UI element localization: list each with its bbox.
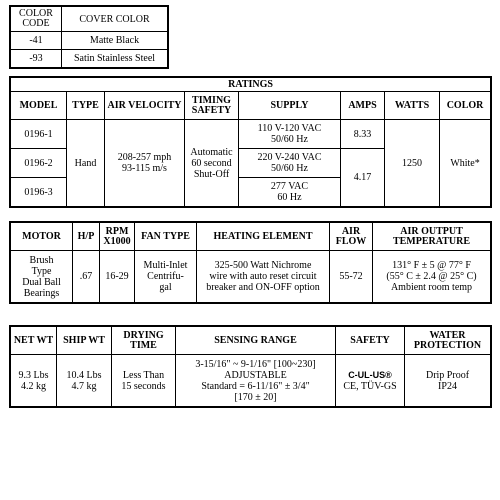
air-velocity-header: AIR VELOCITY (105, 92, 185, 120)
certification-mark: C-UL-US® (348, 369, 392, 380)
type-cell: Hand (67, 120, 105, 207)
ratings-title: RATINGS (11, 78, 491, 92)
supply-cell: 110 V-120 VAC 50/60 Hz (239, 120, 341, 149)
cover-color-table (10, 6, 168, 68)
hp-header: H/P (73, 223, 100, 251)
specs-table (10, 326, 491, 407)
air-output-temperature-header: AIR OUTPUT TEMPERATURE (373, 223, 491, 251)
motor-cell: Brush Type Dual Ball Bearings (11, 251, 73, 303)
model-cell: 0196-3 (11, 178, 67, 207)
model-cell: 0196-1 (11, 120, 67, 149)
supply-cell: 220 V-240 VAC 50/60 Hz (239, 149, 341, 178)
supply-cell: 277 VAC 60 Hz (239, 178, 341, 207)
air-velocity-cell: 208-257 mph 93-115 m/s (105, 120, 185, 207)
net-wt-cell: 9.3 Lbs 4.2 kg (11, 355, 57, 407)
ship-wt-header: SHIP WT (57, 327, 112, 355)
heating-element-header: HEATING ELEMENT (197, 223, 330, 251)
watts-header: WATTS (385, 92, 440, 120)
cover-color-cell: Satin Stainless Steel (62, 50, 168, 68)
ship-wt-cell: 10.4 Lbs 4.7 kg (57, 355, 112, 407)
safety-cell: C-UL-US® CE, TÜV-GS (336, 355, 405, 407)
motor-header: MOTOR (11, 223, 73, 251)
water-protection-cell: Drip Proof IP24 (405, 355, 491, 407)
air-flow-header: AIR FLOW (330, 223, 373, 251)
watts-cell: 1250 (385, 120, 440, 207)
amps-cell: 8.33 (341, 120, 385, 149)
supply-header: SUPPLY (239, 92, 341, 120)
amps-cell: 4.17 (341, 149, 385, 207)
model-cell: 0196-2 (11, 149, 67, 178)
ratings-table (10, 77, 491, 207)
drying-time-header: DRYING TIME (112, 327, 176, 355)
timing-safety-header: TIMING SAFETY (185, 92, 239, 120)
net-wt-header: NET WT (11, 327, 57, 355)
drying-time-cell: Less Than 15 seconds (112, 355, 176, 407)
rpm-header: RPM X1000 (100, 223, 135, 251)
color-cell: White* (440, 120, 491, 207)
motor-table (10, 222, 491, 303)
safety-header: SAFETY (336, 327, 405, 355)
color-code-cell: -93 (11, 50, 62, 68)
fan-type-header: FAN TYPE (135, 223, 197, 251)
air-flow-cell: 55-72 (330, 251, 373, 303)
color-code-header: COLOR CODE (11, 7, 62, 32)
heating-element-cell: 325-500 Watt Nichrome wire with auto reset circuit breaker and ON-OFF option (197, 251, 330, 303)
air-output-temperature-cell: 131° F ± 5 @ 77° F (55° C ± 2.4 @ 25° C) Ambient room temp (373, 251, 491, 303)
water-protection-header: WATER PROTECTION (405, 327, 491, 355)
timing-safety-cell: Automatic 60 second Shut-Off (185, 120, 239, 207)
model-header: MODEL (11, 92, 67, 120)
sensing-range-header: SENSING RANGE (176, 327, 336, 355)
color-code-cell: -41 (11, 32, 62, 50)
amps-header: AMPS (341, 92, 385, 120)
cover-color-header: COVER COLOR (62, 7, 168, 32)
sensing-range-cell: 3-15/16" ~ 9-1/16" [100~230] ADJUSTABLE Standard = 6-11/16" ± 3/4" [170 ± 20] (176, 355, 336, 407)
hp-cell: .67 (73, 251, 100, 303)
type-header: TYPE (67, 92, 105, 120)
fan-type-cell: Multi-Inlet Centrifu- gal (135, 251, 197, 303)
cover-color-cell: Matte Black (62, 32, 168, 50)
color-header: COLOR (440, 92, 491, 120)
rpm-cell: 16-29 (100, 251, 135, 303)
